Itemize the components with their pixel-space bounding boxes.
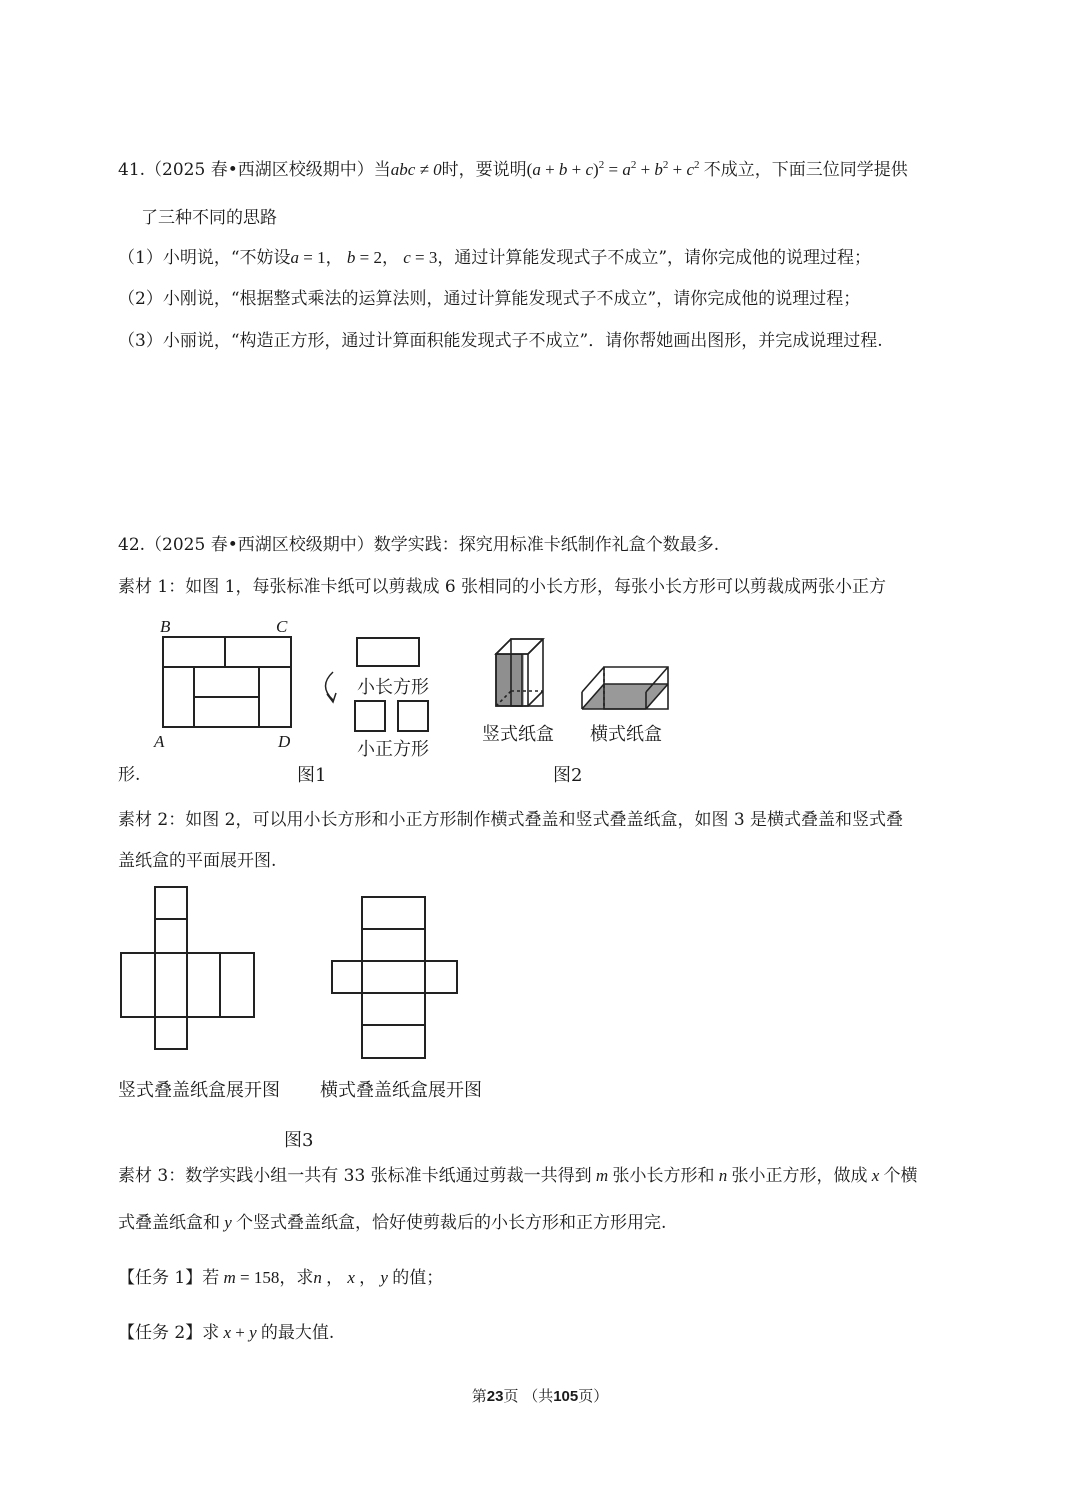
fig2-caption: 图2 [553,765,583,786]
q41-intro-end: 不成立，下面三位同学提供 [703,160,908,180]
q41-part1-text: （1）小明说，“不妨设 [118,248,291,268]
material3-line2 [118,1211,666,1235]
fig2-vertical-box-label: 竖式纸盒 [482,724,554,745]
q42-source: （2025 春•西湖区校级期中） [145,535,374,555]
material2-line2: 盖纸盒的平面展开图. [118,851,277,871]
task1-condition: m = 158 [219,1268,280,1287]
task2 [118,1321,334,1345]
material3-text-b: 张小长方形和 [612,1166,715,1186]
fig2-horizontal-box-label: 横式纸盒 [590,724,662,745]
var-m: m [591,1166,613,1185]
var-n: n [714,1166,732,1185]
fig3-horizontal-net-label: 横式叠盖纸盒展开图 [320,1080,482,1101]
total-pages: 105 [553,1388,579,1405]
q41-part2: （2）小刚说，“根据整式乘法的运算法则，通过计算能发现式子不成立”，请你完成他的说理过程； [118,289,861,309]
task1-vars: n ， x ， y [313,1268,393,1287]
material3-text-d: 个横 [883,1166,918,1186]
q41-line2: 了三种不同的思路 [141,208,277,228]
fig1-label-a: A [154,732,165,751]
fig1-label-d: D [278,732,291,751]
material3-text-a: 素材 3：数学实践小组一共有 33 张标准卡纸通过剪裁一共得到 [118,1166,592,1186]
task2-end: 的最大值. [260,1323,335,1343]
material3-line1 [118,1164,918,1188]
page-number: 23 [486,1388,504,1405]
fig1-small-square-label: 小正方形 [357,739,429,760]
q42-number: 42. [118,535,146,555]
q41-intro-mid: 时，要说明 [441,160,527,180]
footer-pre: 第 [471,1387,487,1405]
fig1-small-rect-label: 小长方形 [357,677,429,698]
material2-line1: 素材 2：如图 2，可以用小长方形和小正方形制作横式叠盖和竖式叠盖纸盒，如图 3 是横式叠盖和竖式叠 [118,810,904,830]
footer-post: 页） [578,1387,609,1405]
q41-part3: （3）小丽说，“构造正方形，通过计算面积能发现式子不成立”．请你帮她画出图形，并完成说理过程. [118,331,883,351]
fig3-caption: 图3 [284,1130,314,1151]
q41-number: 41. [118,160,146,180]
material1-line2: 形. [118,765,141,785]
var-y: y [220,1213,237,1232]
var-x: x [867,1166,884,1185]
material1-line1: 素材 1：如图 1，每张标准卡纸可以剪裁成 6 张相同的小长方形，每张小长方形可以剪裁成两张小正方 [118,577,887,597]
task1-text: ，求 [279,1268,314,1288]
q41-source: （2025 春•西湖区校级期中） [145,160,374,180]
material3-text-e: 式叠盖纸盒和 [118,1213,220,1233]
q41-equation: $(a + b + c)^2 = a^2 + b^2 + c^2$ [526,159,700,179]
q41-intro-when: 当 [373,160,391,180]
material3-text-f: 个竖式叠盖纸盒，恰好使剪裁后的小长方形和正方形用完. [236,1213,667,1233]
fig1-label-c: C [276,617,288,636]
q42-title: 数学实践：探究用标准卡纸制作礼盒个数最多. [373,535,720,555]
fig1-label-b: B [160,617,171,636]
q41-part1-end: ，通过计算能发现式子不成立”，请你完成他的说理过程； [437,248,872,268]
task1-end: 的值； [392,1268,444,1288]
q41-condition: abc ≠ 0 [390,160,442,179]
fig1-caption: 图1 [297,765,327,786]
fig3-vertical-net-label: 竖式叠盖纸盒展开图 [118,1080,280,1101]
task2-expr: x + y [219,1323,261,1342]
task1 [118,1266,443,1290]
material3-text-c: 张小正方形，做成 [731,1166,868,1186]
q41-part1-values: a = 1， b = 2， c = 3 [290,248,438,267]
footer-mid: 页 （共 [503,1387,554,1405]
page-footer [0,1385,1080,1406]
task2-label: 【任务 2】求 [118,1323,220,1343]
task1-label: 【任务 1】若 [118,1268,220,1288]
